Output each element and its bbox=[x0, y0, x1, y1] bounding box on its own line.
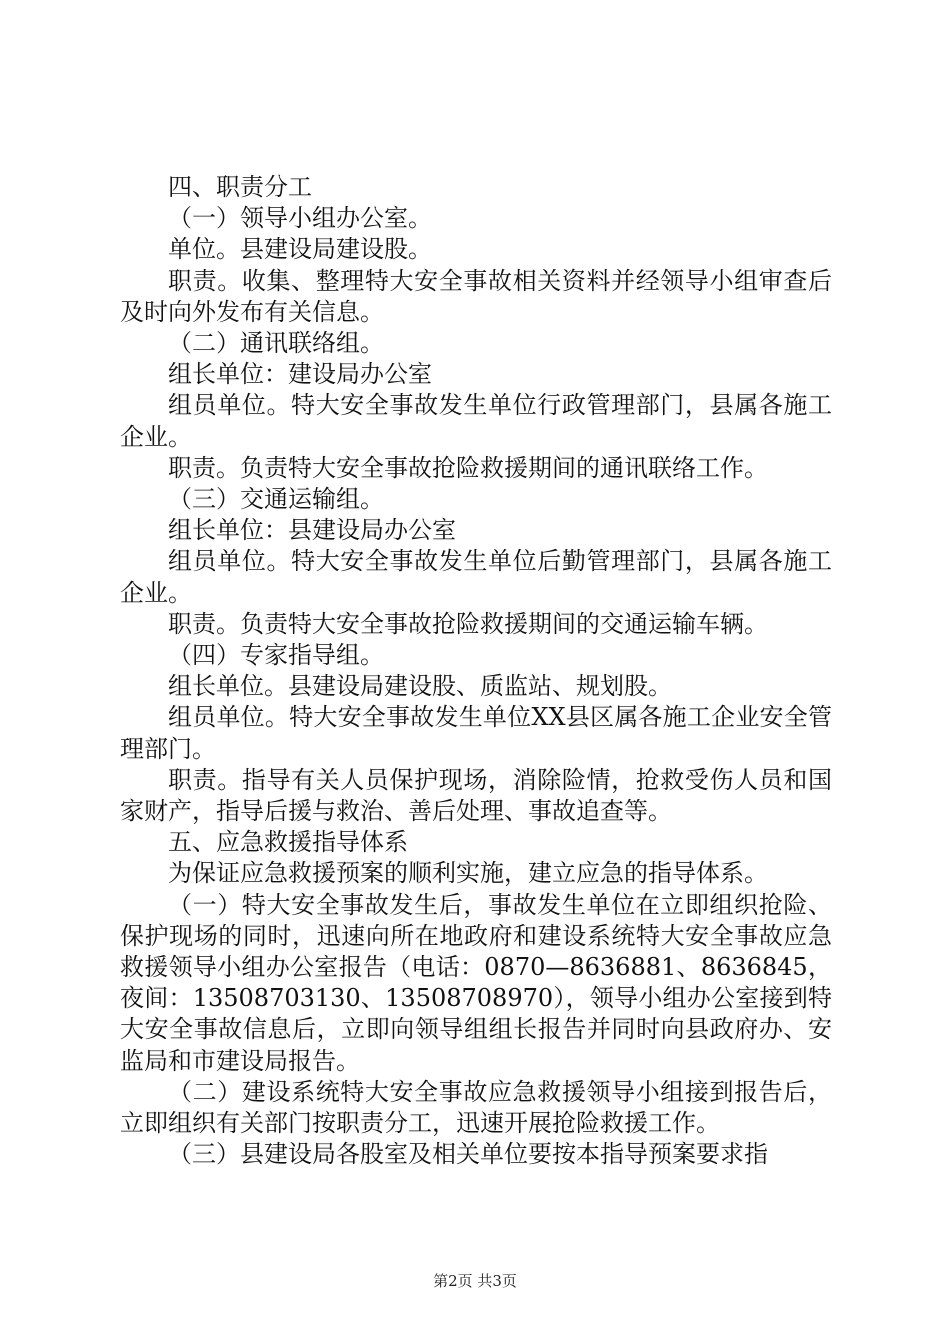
paragraph: 职责。负责特大安全事故抢险救援期间的交通运输车辆。 bbox=[168, 609, 768, 638]
paragraph: （四）专家指导组。 bbox=[168, 641, 384, 670]
paragraph: 职责。负责特大安全事故抢险救援期间的通讯联络工作。 bbox=[168, 453, 768, 482]
paragraph: 组长单位：建设局办公室 bbox=[168, 360, 432, 389]
paragraph: （二）建设系统特大安全事故应急救援领导小组接到报告后，立即组织有关部门按职责分工，迅速开展抢险救援工作。 bbox=[120, 1077, 832, 1138]
page-footer: 第2页 共3页 bbox=[433, 1272, 517, 1290]
paragraph: 职责。收集、整理特大安全事故相关资料并经领导小组审查后及时向外发布有关信息。 bbox=[120, 266, 832, 326]
paragraph: 组员单位。特大安全事故发生单位行政管理部门，县属各施工企业。 bbox=[120, 391, 832, 451]
paragraph: （三）交通运输组。 bbox=[168, 485, 384, 514]
paragraph: 四、职责分工 bbox=[168, 173, 312, 201]
paragraph: 组长单位：县建设局办公室 bbox=[168, 516, 456, 545]
paragraph: （二）通讯联络组。 bbox=[168, 329, 384, 358]
paragraph: （三）县建设局各股室及相关单位要按本指导预案要求指 bbox=[168, 1140, 768, 1169]
paragraph: （一）领导小组办公室。 bbox=[168, 204, 432, 233]
paragraph: 五、应急救援指导体系 bbox=[168, 828, 408, 857]
paragraph: 职责。指导有关人员保护现场，消除险情，抢救受伤人员和国家财产，指导后援与救治、善后处理、事故追查等。 bbox=[120, 765, 832, 826]
paragraph: 组员单位。特大安全事故发生单位后勤管理部门，县属各施工企业。 bbox=[120, 547, 832, 607]
paragraph: 组员单位。特大安全事故发生单位XX县区属各施工企业安全管理部门。 bbox=[120, 703, 832, 763]
paragraph: 为保证应急救援预案的顺利实施，建立应急的指导体系。 bbox=[168, 859, 768, 888]
paragraph: 组长单位。县建设局建设股、质监站、规划股。 bbox=[168, 672, 672, 701]
document-body bbox=[120, 172, 832, 1171]
paragraph: 单位。县建设局建设股。 bbox=[168, 235, 432, 264]
paragraph: （一）特大安全事故发生后，事故发生单位在立即组织抢险、保护现场的同时，迅速向所在地政府和建设系统特大安全事故应急救援领导小组办公室报告（电话：0870—8636881、8636845，夜间：13508703130、13508708970），领导小组办公室接到特大安全事故信息后，立即向领导组组长报告并同时向县政府办、安监局和市建设局报告。 bbox=[120, 890, 832, 1075]
